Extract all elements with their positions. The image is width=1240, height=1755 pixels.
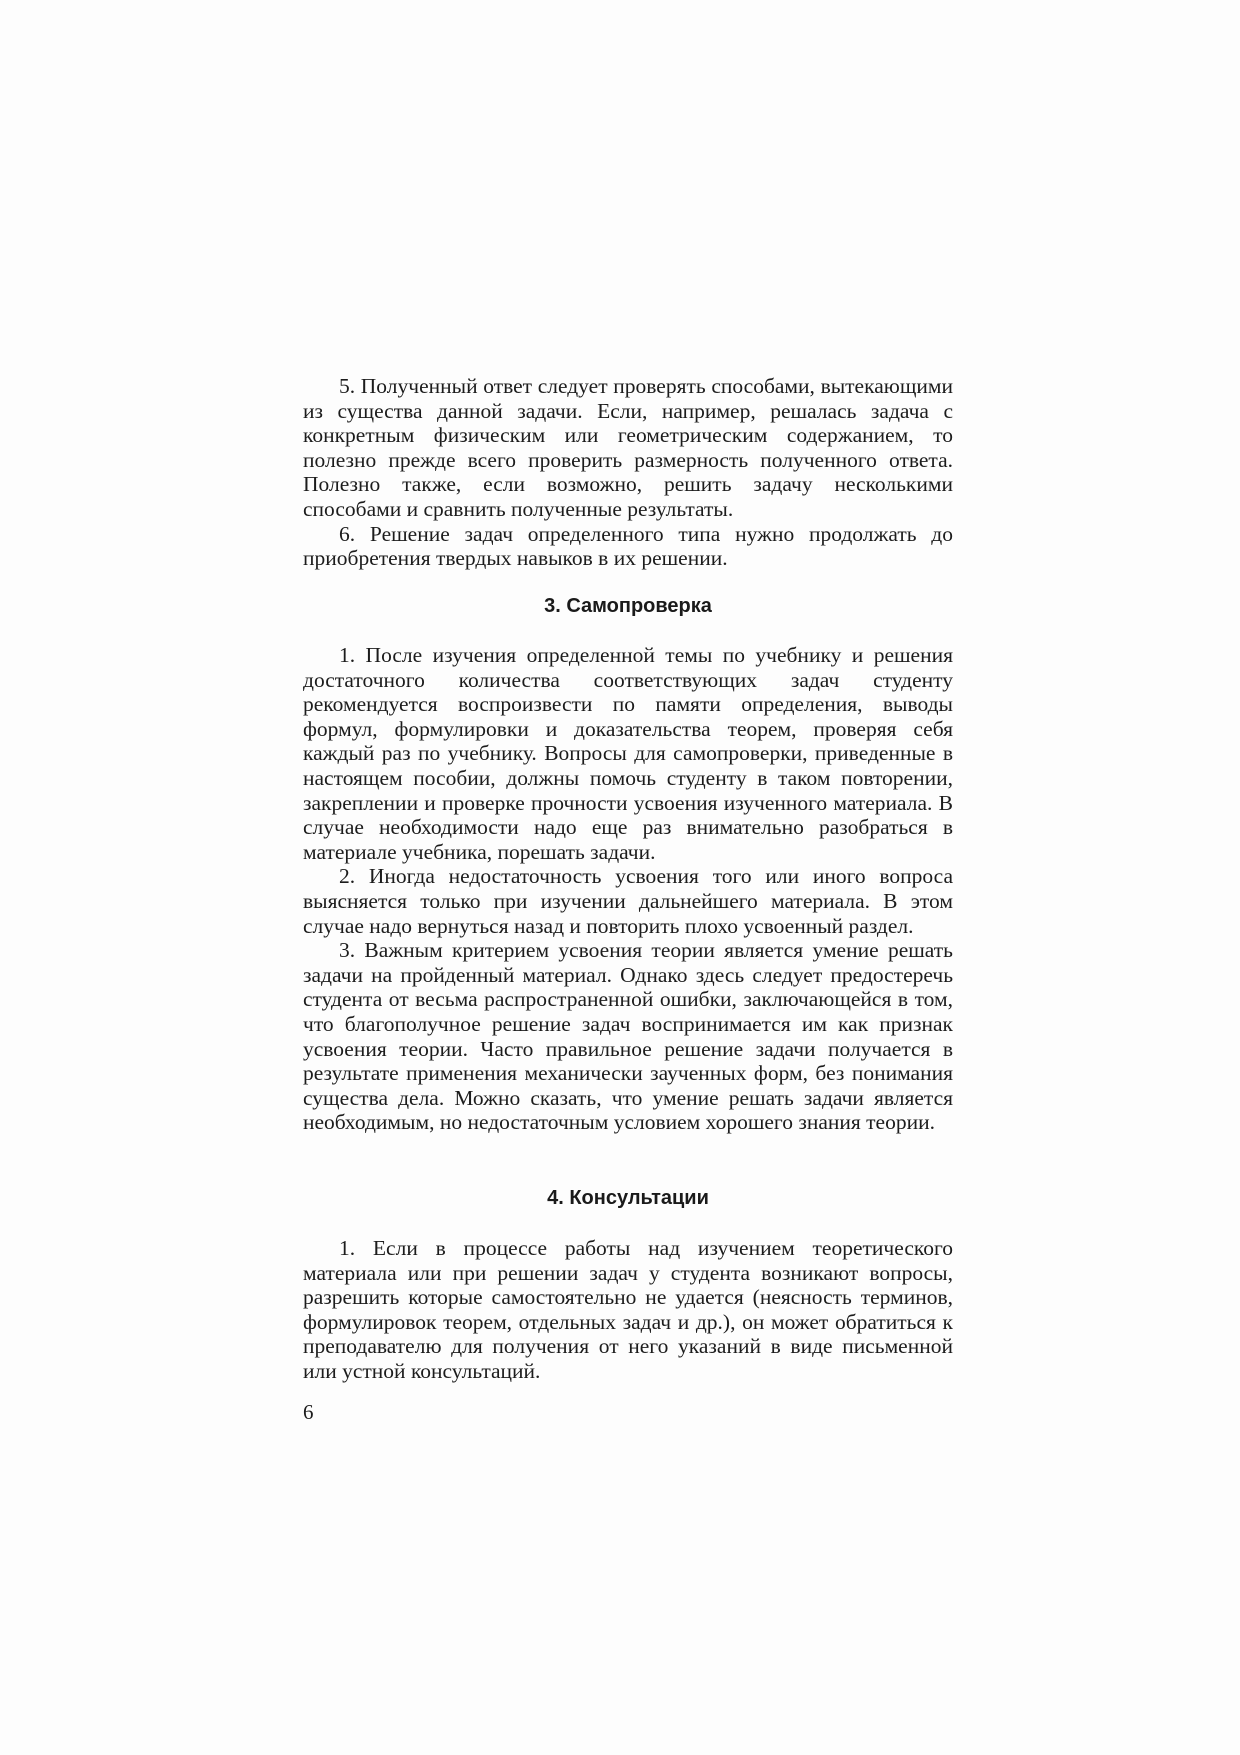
self-check-paragraph-2: 2. Иногда недостаточность усвоения того или иного вопроса выясняется только при изучении дальнейшего материала. В этом случае надо вернуться назад и повторить плохо усвоенный раздел.: [303, 864, 953, 938]
intro-text-block: [303, 374, 953, 571]
paragraph-6: 6. Решение задач определенного типа нужно продолжать до приобретения твердых навыков в их решении.: [303, 521, 953, 571]
self-check-text-block: [303, 643, 953, 1135]
consultations-text-block: [303, 1236, 953, 1384]
consultations-paragraph-1: 1. Если в процессе работы над изучением теоретического материала или при решении задач у студента возникают вопросы, разрешить которые самостоятельно не удается (неясность терминов, формулировок теорем, отдельных задач и др.), он может обратиться к преподавателю для получения от него указаний в виде письменной или устной консультаций.: [303, 1236, 953, 1383]
section-heading-consultations: 4. Консультации: [547, 1187, 709, 1209]
self-check-paragraph-3: 3. Важным критерием усвоения теории является умение решать задачи на пройденный материал. Однако здесь следует предостеречь студента от весьма распространенной ошибки, заключающейся в том, что благополучное решение задач воспринимается им как признак усвоения теории. Часто правильное решение задачи получается в результате применения механически заученных форм, без понимания существа дела. Можно сказать, что умение решать задачи является необходимым, но недостаточным условием хорошего знания теории.: [303, 938, 953, 1135]
page-number: 6: [303, 1400, 314, 1424]
self-check-paragraph-1: 1. После изучения определенной темы по учебнику и решения достаточного количества соответствующих задач студенту рекомендуется воспроизвести по памяти определения, выводы формул, формулировки и доказательства теорем, проверяя себя каждый раз по учебнику. Вопросы для самопроверки, приведенные в настоящем пособии, должны помочь студенту в таком повторении, закреплении и проверке прочности усвоения изученного материала. В случае необходимости надо еще раз внимательно разобраться в материале учебника, порешать задачи.: [303, 643, 953, 864]
paragraph-5: 5. Полученный ответ следует проверять способами, вытекающими из существа данной задачи. Если, например, решалась задача с конкретным физическим или геометрическим содержанием, то полезно прежде всего проверить размерность полученного ответа. Полезно также, если возможно, решить задачу несколькими способами и сравнить полученные результаты.: [303, 374, 953, 521]
section-heading-self-check: 3. Самопроверка: [544, 595, 712, 617]
